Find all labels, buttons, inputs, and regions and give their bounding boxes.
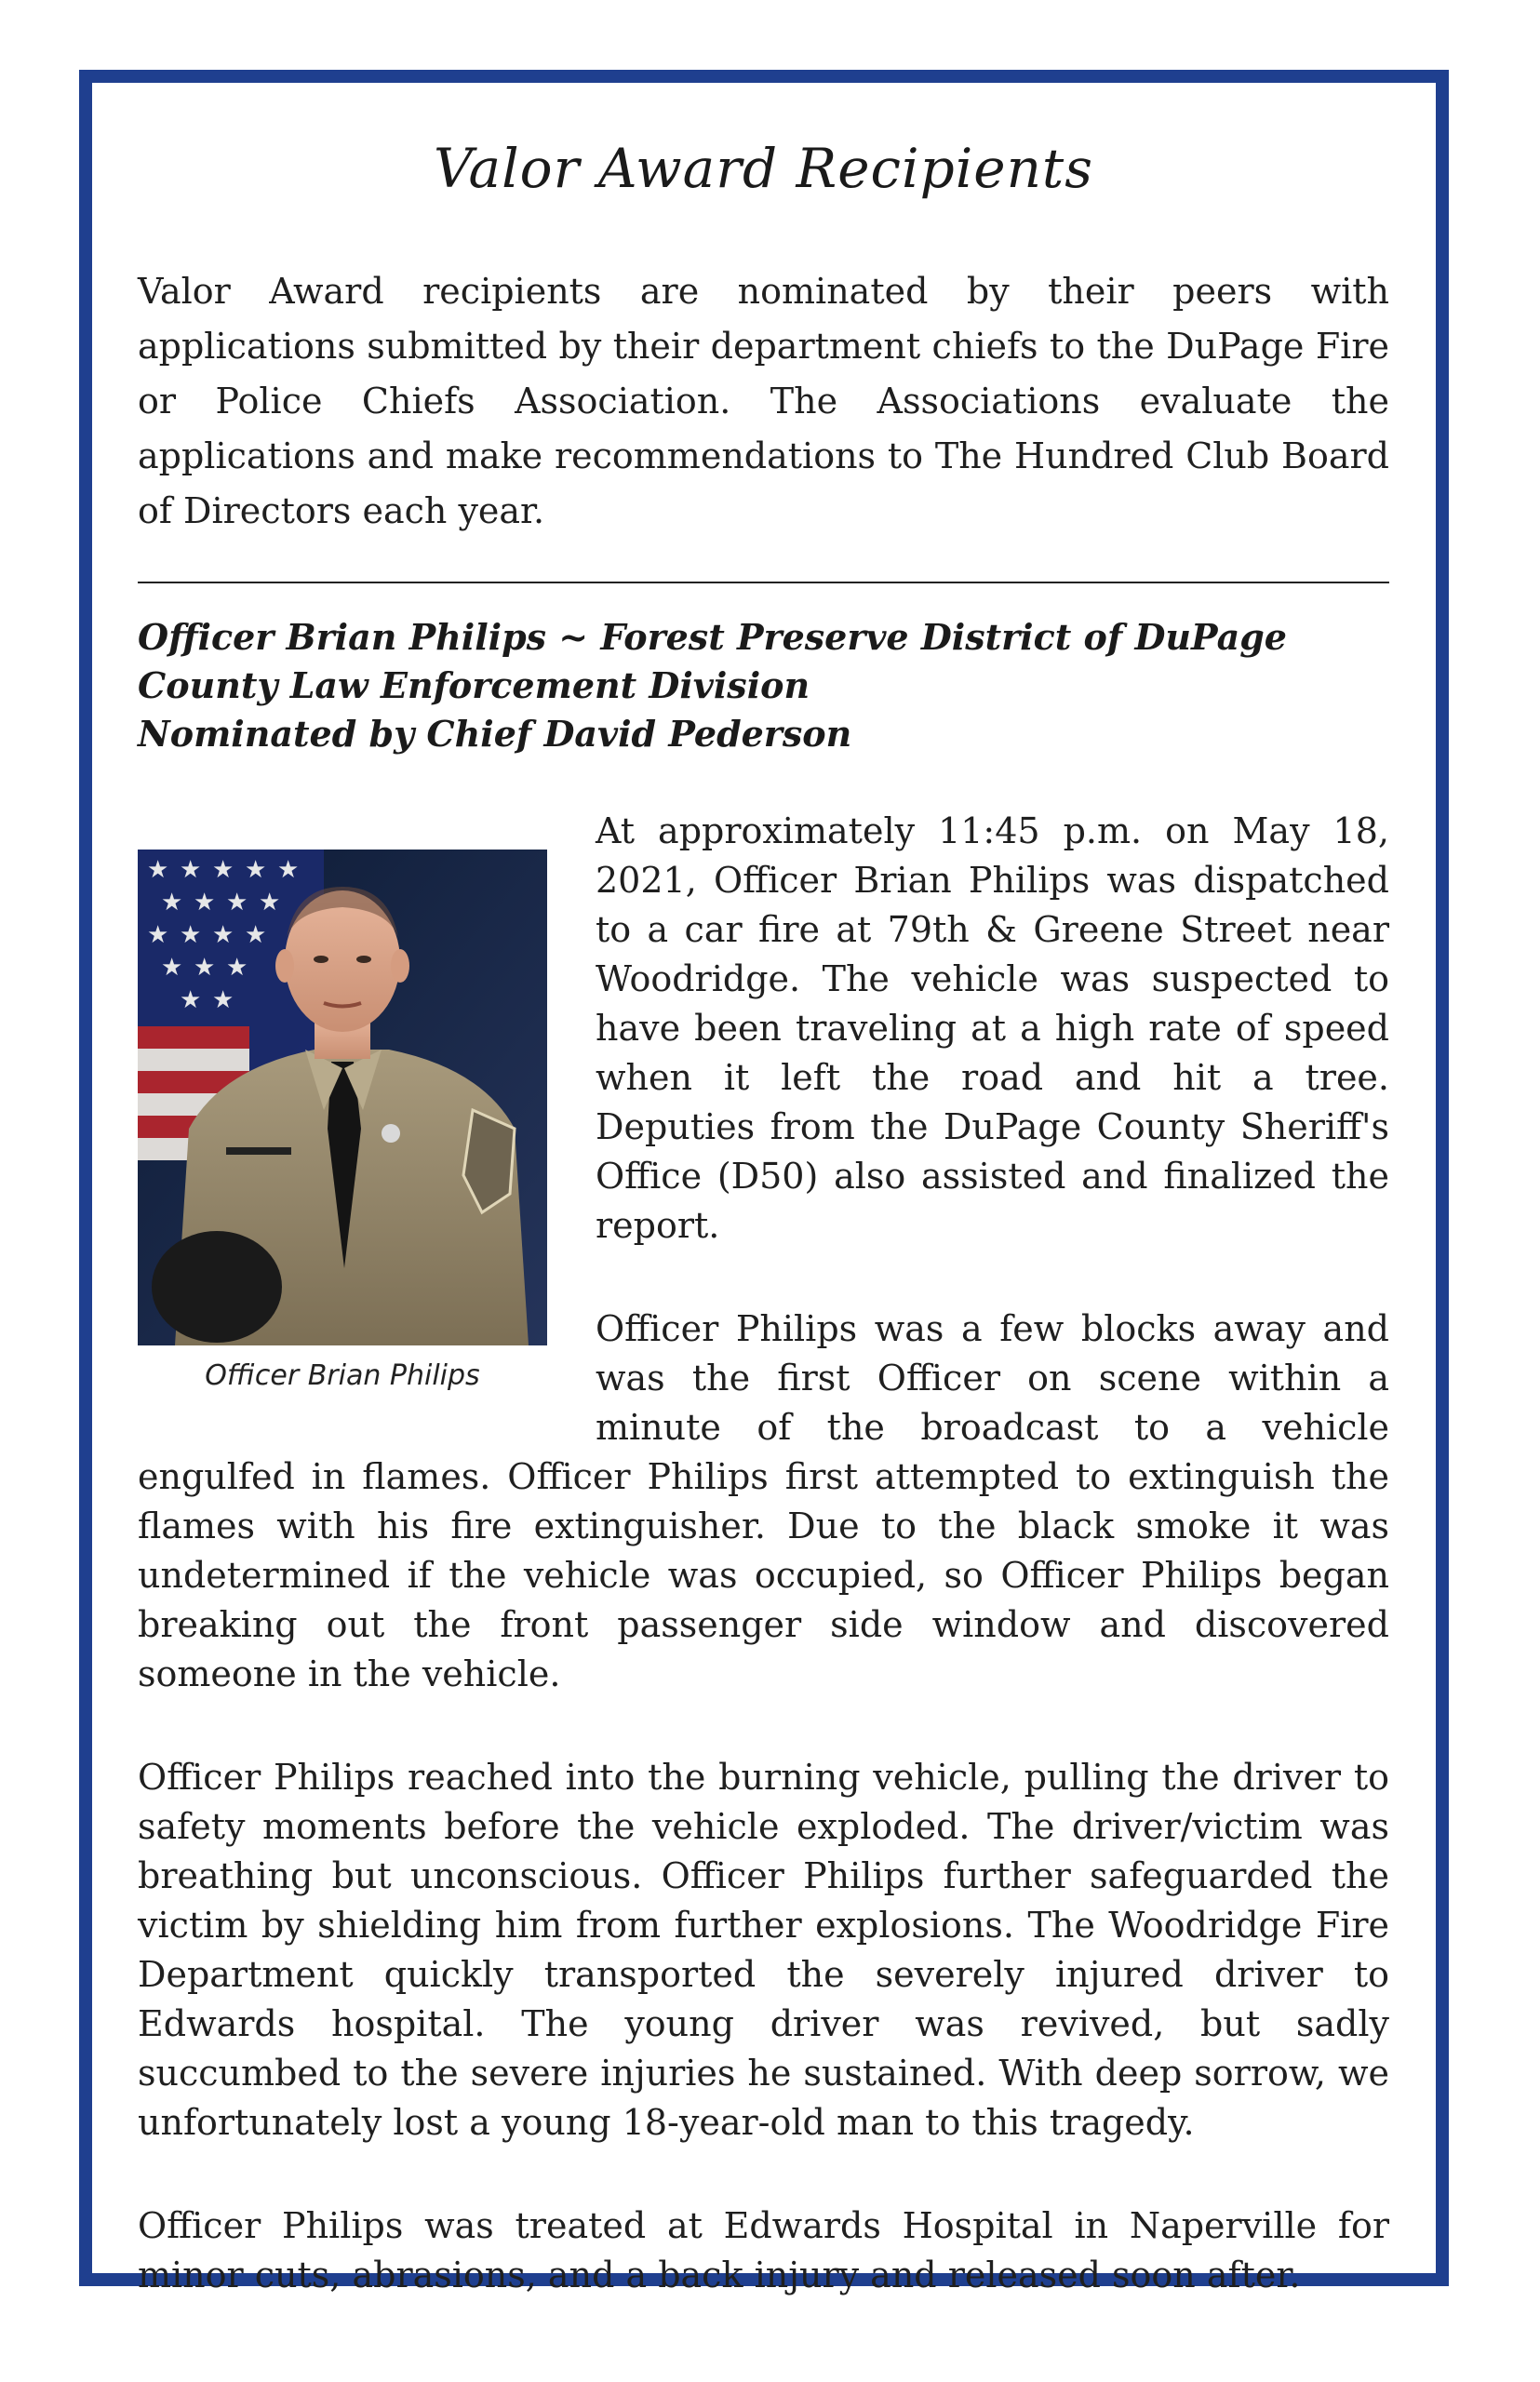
svg-text:★: ★ [259, 888, 281, 917]
document-content [138, 137, 1389, 2300]
svg-text:★: ★ [212, 985, 234, 1014]
recipient-heading-line3: Nominated by Chief David Pederson [138, 712, 852, 755]
section-divider [138, 582, 1389, 583]
svg-text:★: ★ [180, 920, 202, 949]
svg-text:★: ★ [161, 953, 183, 982]
svg-text:★: ★ [226, 888, 248, 917]
svg-text:★: ★ [277, 855, 300, 884]
page-title: Valor Award Recipients [433, 137, 1094, 200]
svg-text:★: ★ [245, 920, 267, 949]
story-paragraph-2: Officer Philips was a few blocks away and was the first Officer on scene within a minute of the broadcast to a vehicle engulfed in flames. Officer Philips first attempted to extinguish the flames with his fire extinguisher. Due to the black smoke it was undetermined if the vehicle was occupied, so Officer Philips began breaking out the front passenger side window and discovered someone in the vehicle. [138, 1307, 1389, 1694]
svg-text:★: ★ [226, 953, 248, 982]
svg-text:★: ★ [194, 888, 216, 917]
officer-photo-figure [138, 850, 547, 1400]
svg-text:★: ★ [212, 920, 234, 949]
photo-caption: Officer Brian Philips [205, 1358, 480, 1392]
svg-text:★: ★ [194, 953, 216, 982]
officer-portrait-image [138, 850, 547, 1345]
recipient-heading-line1: Officer Brian Philips ~ Forest Preserve District of DuPage [138, 615, 1287, 658]
recipient-heading [138, 613, 1389, 758]
recipient-story [138, 807, 1389, 2300]
story-paragraph-1-text: At approximately 11:45 p.m. on May 18, 2021, Officer Brian Philips was dispatched to a car fire at 79th & Greene Street near Woodridge. The vehicle was suspected to have been traveling at a high rate of speed when it left the road and hit a tree. Deputies from the DuPage County Sheriff's Office (D50) also assisted and finalized the report. [596, 810, 1389, 1246]
svg-text:★: ★ [147, 920, 169, 949]
svg-text:★: ★ [212, 855, 234, 884]
story-paragraph-4: Officer Philips was treated at Edwards Hospital in Naperville for minor cuts, abrasions, and a back injury and released soon after. [138, 2204, 1389, 2295]
intro-paragraph: Valor Award recipients are nominated by their peers with applications submitted by their department chiefs to the DuPage Fire or Police Chiefs Association. The Associations evaluate the applications and make recommendations to The Hundred Club Board of Directors each year. [138, 270, 1389, 531]
recipient-heading-line2: County Law Enforcement Division [138, 663, 810, 706]
story-paragraph-1 [138, 807, 1389, 1392]
svg-text:★: ★ [180, 855, 202, 884]
svg-text:★: ★ [245, 855, 267, 884]
svg-text:★: ★ [147, 855, 169, 884]
svg-text:★: ★ [161, 888, 183, 917]
svg-text:★: ★ [180, 985, 202, 1014]
story-paragraph-3: Officer Philips reached into the burning vehicle, pulling the driver to safety moments before the vehicle exploded. The driver/victim was breathing but unconscious. Officer Philips further safeguarded the victim by shielding him from further explosions. The Woodridge Fire Department quickly transported the severely injured driver to Edwards hospital. The young driver was revived, but sadly succumbed to the severe injuries he sustained. With deep sorrow, we unfortunately lost a young 18-year-old man to this tragedy. [138, 1756, 1389, 2143]
